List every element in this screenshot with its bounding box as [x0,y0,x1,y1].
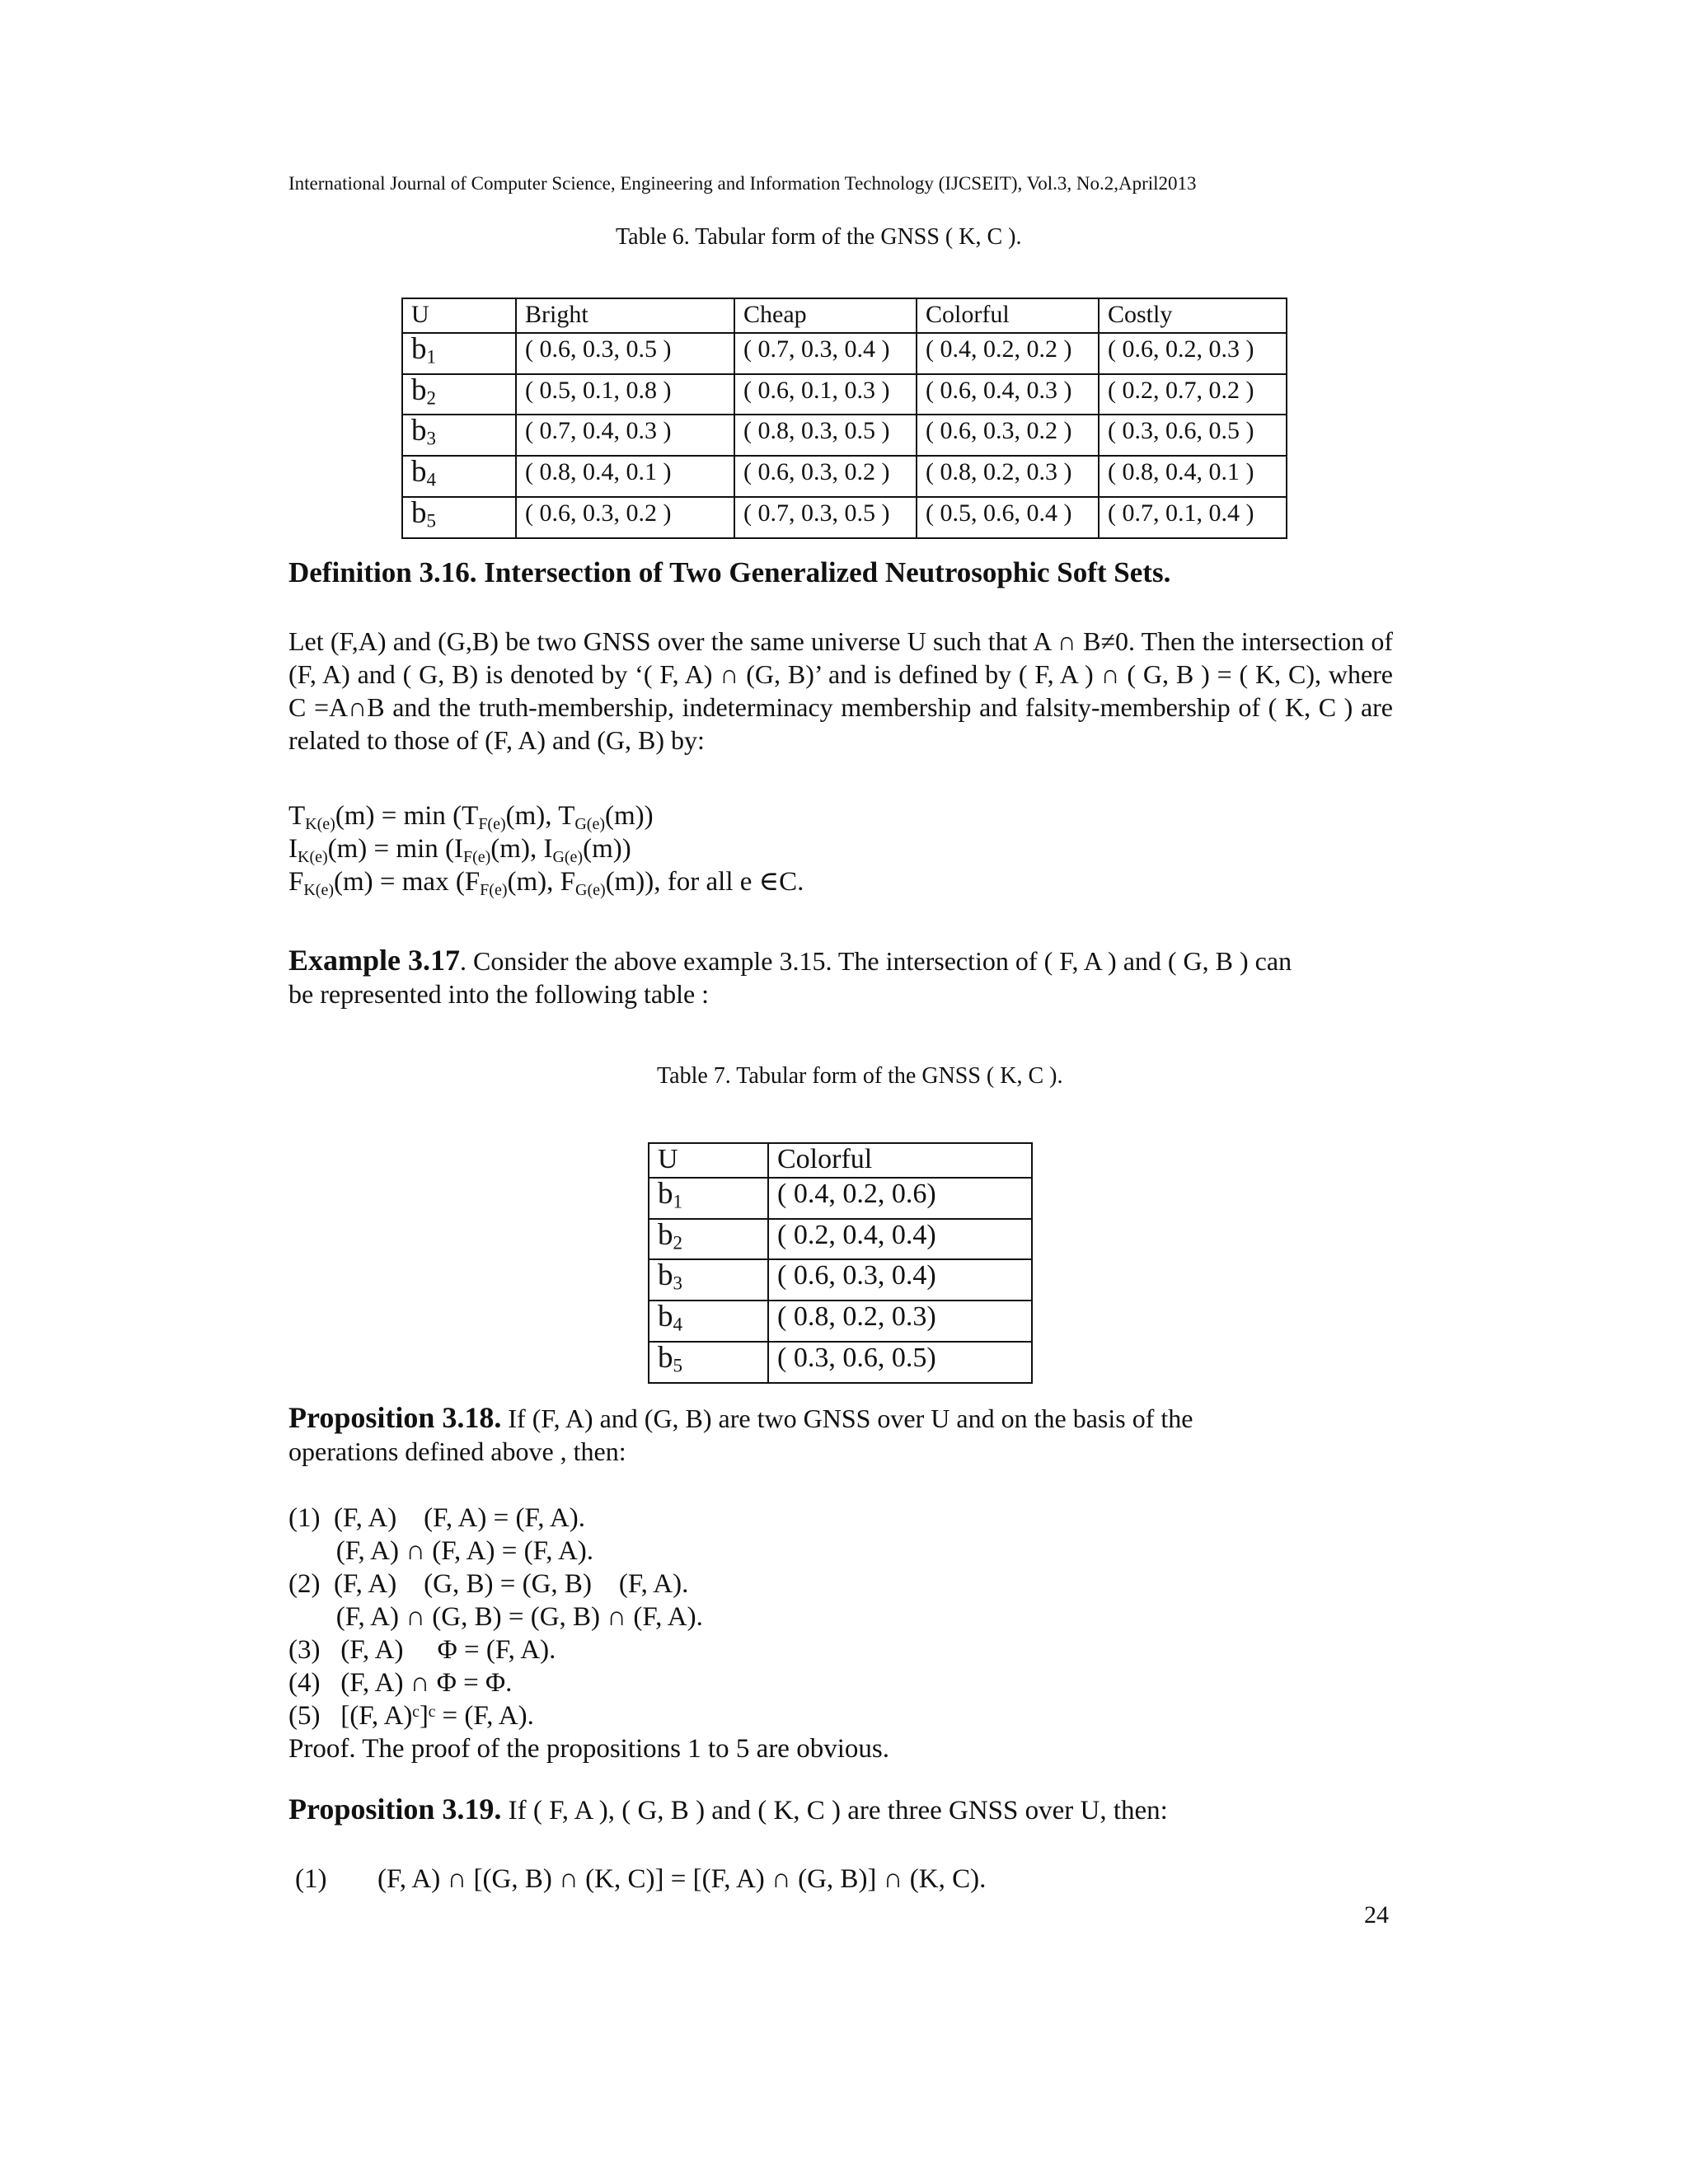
table-cell: ( 0.4, 0.2, 0.2 ) [917,333,1099,374]
table6-header-cell: Colorful [917,298,1099,333]
table7-header-cell: Colorful [768,1143,1032,1178]
table-cell: ( 0.3, 0.6, 0.5 ) [1099,415,1287,456]
prop-item-3: (3) (F, A) Φ = (F, A). [288,1635,556,1665]
prop-item-5: (5) [(F, A)ᶜ]ᶜ = (F, A). [288,1701,534,1731]
row-label: $b_3$ [402,415,516,456]
table-cell: ( 0.8, 0.4, 0.1 ) [516,456,734,497]
table7-caption: Table 7. Tabular form of the GNSS ( K, C ). [657,1063,1063,1089]
table-row [649,1342,1032,1383]
table-cell: ( 0.6, 0.3, 0.2 ) [734,456,917,497]
prop-3-19-item-1: (F, A) ∩ [(G, B) ∩ (K, C)] = [(F, A) ∩ (G, B)] ∩ (K, C). [377,1864,987,1894]
table6-caption: Table 6. Tabular form of the GNSS ( K, C ). [616,224,1022,250]
proposition-3-19: Proposition 3.19. If ( F, A ), ( G, B ) and ( K, C ) are three GNSS over U, then: [288,1793,1168,1825]
table6-header-cell: Bright [516,298,734,333]
table-cell: ( 0.4, 0.2, 0.6) [768,1178,1032,1219]
table7-header-row [649,1143,1032,1178]
formula-falsity: $F_{K(e)}(m) = \max (F_{F(e)}(m)$, $F_{G(e)}(m)$), for all e ∈C. [288,867,804,899]
journal-header: International Journal of Computer Science, Engineering and Information Technology (IJCSEIT), Vol.3, No.2,April2013 [288,173,1197,194]
proposition-line-2: operations defined above , then: [288,1436,626,1466]
proposition-line-1: Proposition 3.18. If (F, A) and (G, B) are two GNSS over U and on the basis of the [288,1401,1193,1434]
table-cell: ( 0.2, 0.7, 0.2 ) [1099,374,1287,415]
table-cell: ( 0.8, 0.2, 0.3) [768,1301,1032,1342]
prop-3-19-item-number: (1) [295,1864,327,1894]
table-cell: ( 0.6, 0.3, 0.2 ) [917,415,1099,456]
table-cell: ( 0.3, 0.6, 0.5) [768,1342,1032,1383]
table-row [402,456,1287,497]
table-cell: ( 0.6, 0.3, 0.5 ) [516,333,734,374]
table-cell: ( 0.6, 0.1, 0.3 ) [734,374,917,415]
table-cell: ( 0.5, 0.6, 0.4 ) [917,497,1099,538]
table-cell: ( 0.8, 0.2, 0.3 ) [917,456,1099,497]
table-cell: ( 0.8, 0.3, 0.5 ) [734,415,917,456]
example-3-17 [288,944,1393,1010]
table6-header-row [402,298,1287,333]
table-row [402,333,1287,374]
table-cell: ( 0.7, 0.1, 0.4 ) [1099,497,1287,538]
example-line-1: Example 3.17. Consider the above example 3.15. The intersection of ( F, A ) and ( G, B ) can [288,944,1292,977]
prop-item-2b: (F, A) ∩ (G, B) = (G, B) ∩ (F, A). [288,1602,703,1632]
row-label: $b_2$ [402,374,516,415]
table7-header-cell: U [649,1143,768,1178]
formula-indeterminacy: $I_{K(e)}(m) = \min (I_{F(e)}(m)$, $I_{G(e)}(m)$) [288,834,631,866]
table-row [649,1301,1032,1342]
table-cell: ( 0.8, 0.4, 0.1 ) [1099,456,1287,497]
table-cell: ( 0.6, 0.3, 0.4) [768,1259,1032,1301]
prop-item-1a: (1) (F, A) (F, A) = (F, A). [288,1503,585,1533]
table-row [402,374,1287,415]
row-label: $b_2$ [649,1219,768,1260]
row-label: $b_5$ [649,1342,768,1383]
table-cell: ( 0.6, 0.4, 0.3 ) [917,374,1099,415]
table-row [402,415,1287,456]
row-label: $b_1$ [649,1178,768,1219]
table7 [648,1142,1033,1384]
definition-3-16-heading: Definition 3.16. Intersection of Two Generalized Neutrosophic Soft Sets. [288,556,1171,588]
table6-header-cell: Costly [1099,298,1287,333]
row-label: $b_3$ [649,1259,768,1301]
row-label: $b_4$ [402,456,516,497]
table-cell: ( 0.7, 0.3, 0.4 ) [734,333,917,374]
table6-header-cell: U [402,298,516,333]
prop-item-1b: (F, A) ∩ (F, A) = (F, A). [288,1536,594,1566]
table-row [402,497,1287,538]
proposition-3-18 [288,1401,1393,1468]
row-label: $b_4$ [649,1301,768,1342]
definition-text: Let (F,A) and (G,B) be two GNSS over the same universe U such that A ∩ B≠0. Then the intersection of (F, A) and ( G, B) is denoted by ‘( F, A) ∩ (G, B)’ and is defined by ( F, A ) ∩ ( G, B ) = ( K, C), where C =A∩B and the truth-membership, indeterminacy membership and falsity-membership of ( K, C ) are related to those of (F, A) and (G, B) by: [288,626,1393,755]
table-cell: ( 0.2, 0.4, 0.4) [768,1219,1032,1260]
prop-item-2a: (2) (F, A) (G, B) = (G, B) (F, A). [288,1569,689,1599]
prop-item-4: (4) (F, A) ∩ Φ = Φ. [288,1668,513,1698]
page-number: 24 [1364,1901,1389,1929]
table6-header-cell: Cheap [734,298,917,333]
example-line-2: be represented into the following table : [288,979,710,1009]
table-cell: ( 0.6, 0.3, 0.2 ) [516,497,734,538]
table-row [649,1178,1032,1219]
table-cell: ( 0.7, 0.4, 0.3 ) [516,415,734,456]
table-row [649,1219,1032,1260]
definition-3-16-body [288,625,1393,757]
table-cell: ( 0.6, 0.2, 0.3 ) [1099,333,1287,374]
table-row [649,1259,1032,1301]
row-label: $b_1$ [402,333,516,374]
row-label: $b_5$ [402,497,516,538]
table-cell: ( 0.7, 0.3, 0.5 ) [734,497,917,538]
table6 [401,298,1287,539]
table-cell: ( 0.5, 0.1, 0.8 ) [516,374,734,415]
formula-truth: $T_{K(e)}(m) = \min (T_{F(e)}(m)$, $T_{G(e)}(m)$) [288,801,654,833]
proof-line: Proof. The proof of the propositions 1 to 5 are obvious. [288,1734,889,1764]
